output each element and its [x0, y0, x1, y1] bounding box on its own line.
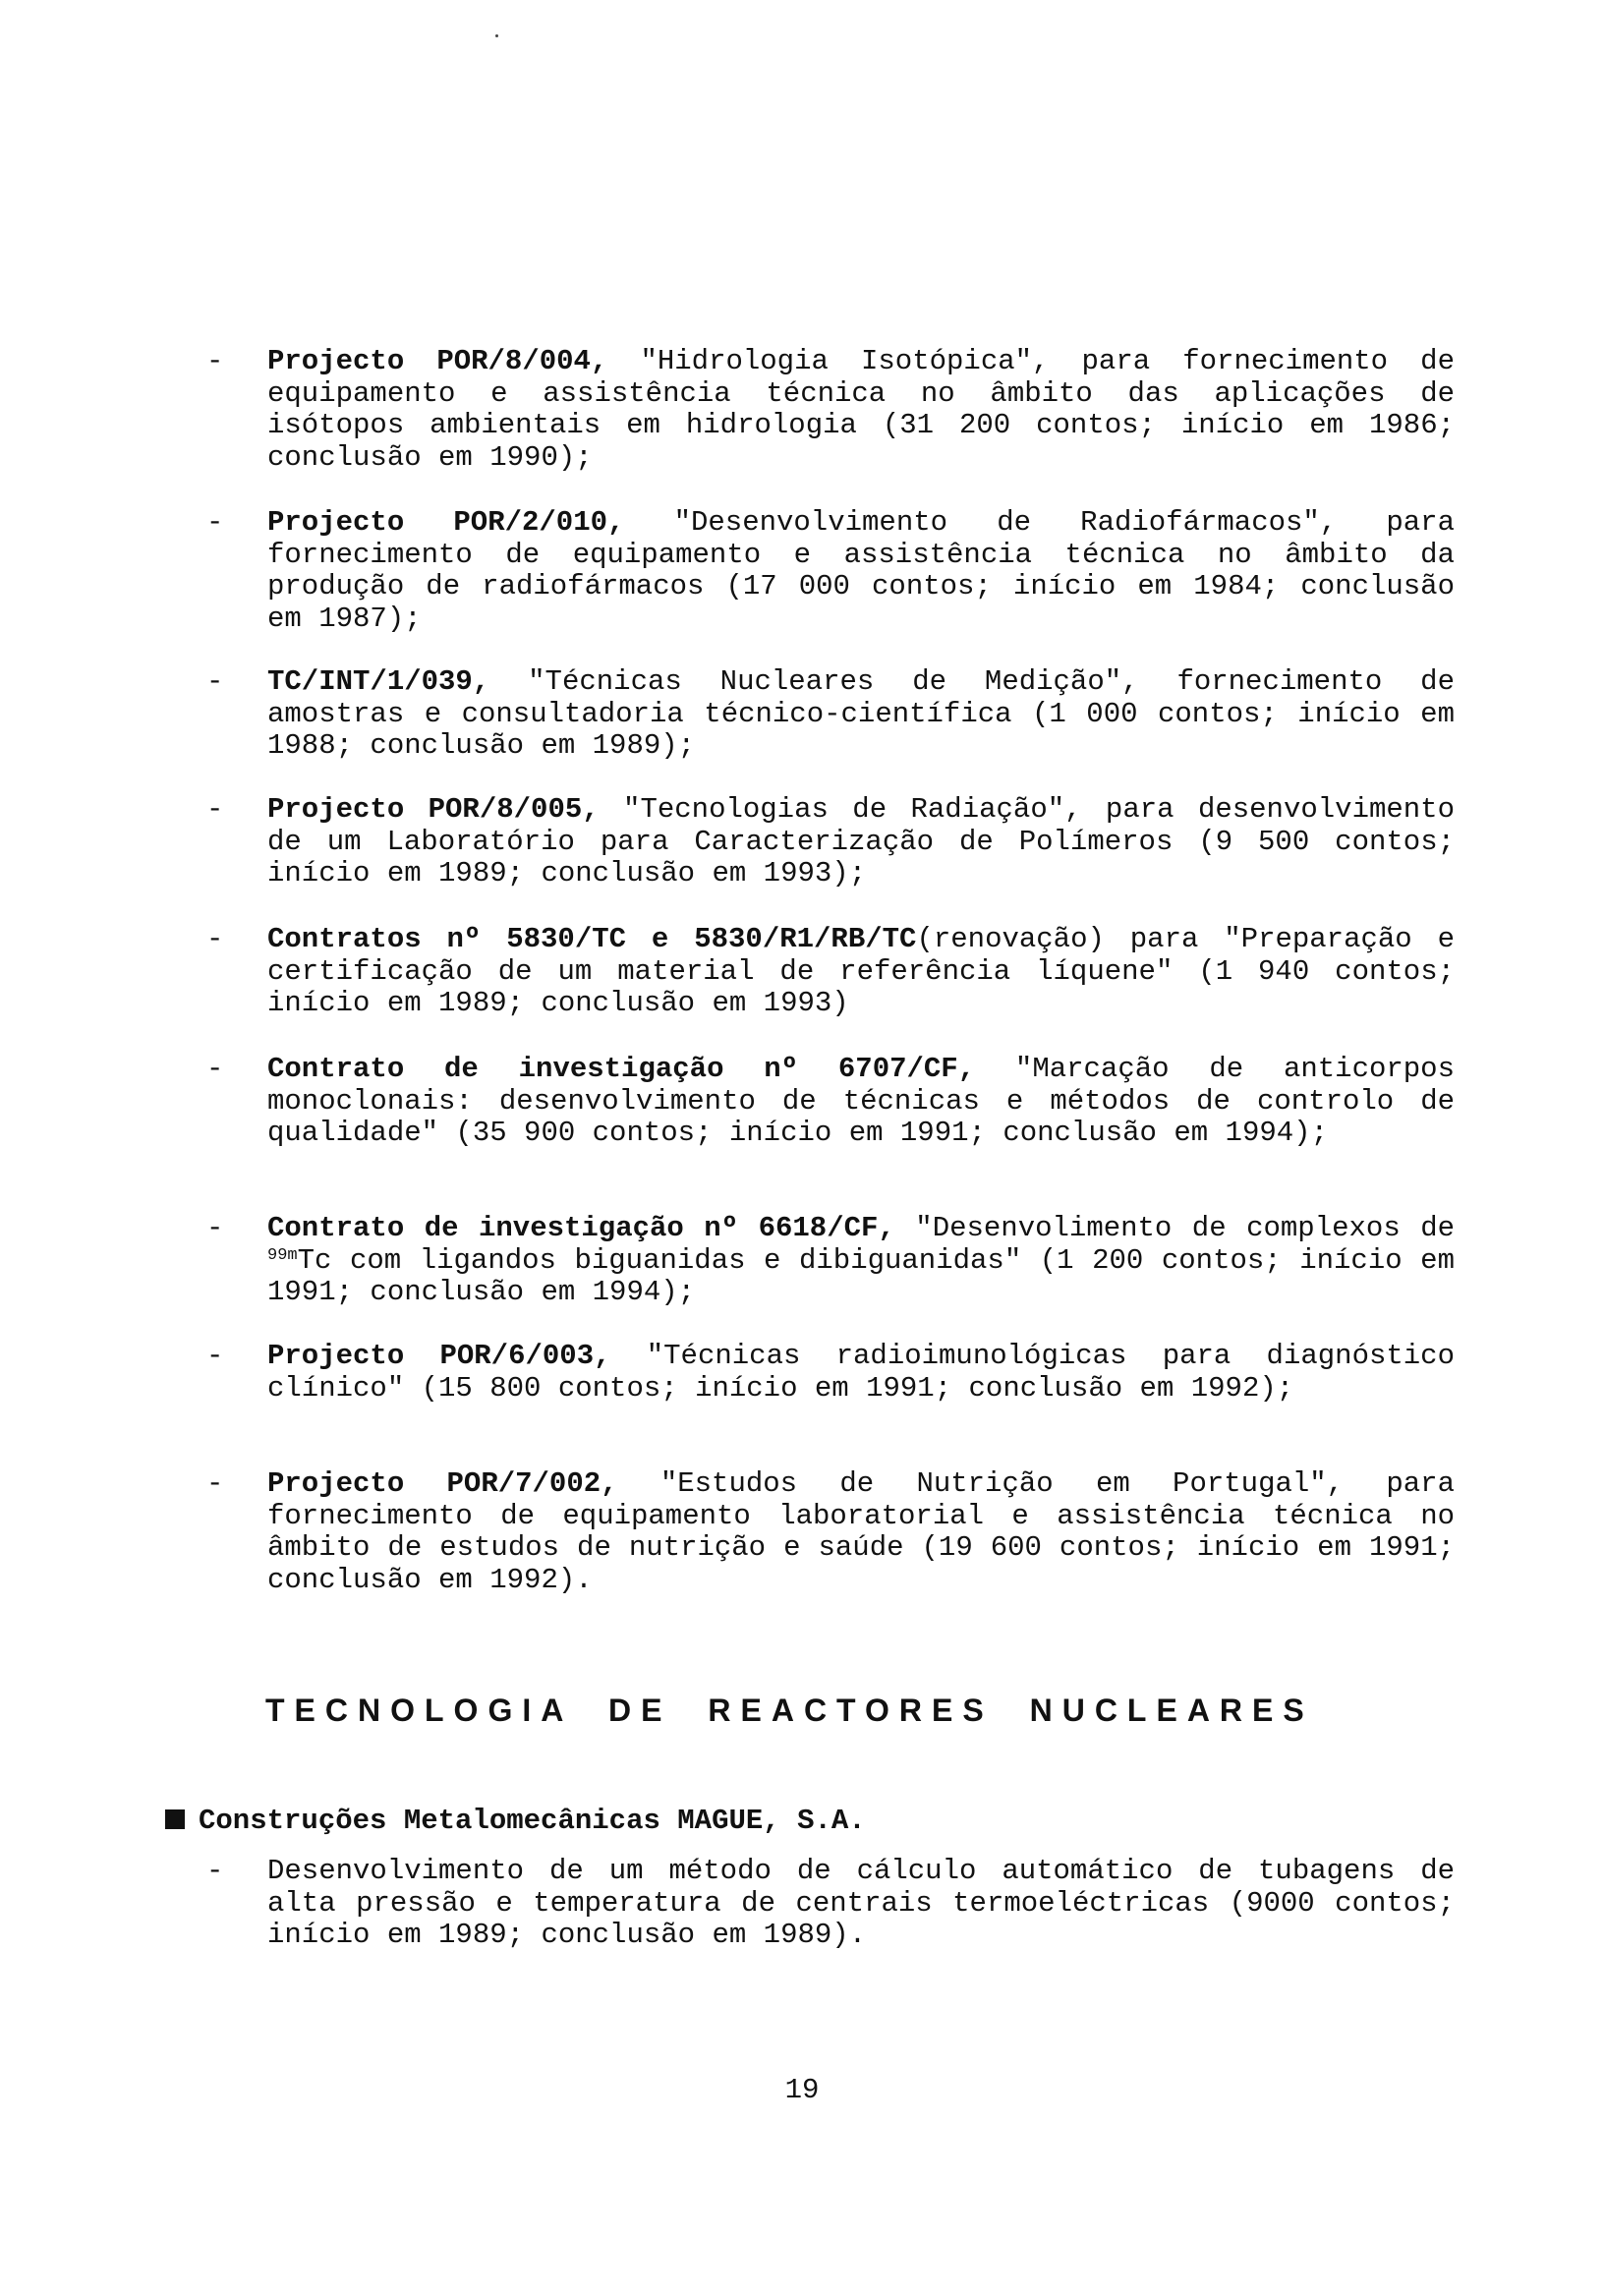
- entry-text: Projecto POR/7/002, "Estudos de Nutrição em Portugal", para fornecimento de equipamento laboratorial e assistência técnica no âmbito de estudos de nutrição e saúde (19 600 contos; início em 1991; conclusão em 1992).: [267, 1467, 1455, 1596]
- entry-text: Contrato de investigação nº 6707/CF, "Marcação de anticorpos monoclonais: desenvolvimento de técnicas e métodos de controlo de qualidade" (35 900 contos; início em 1991; conclusão em 1994);: [267, 1053, 1455, 1149]
- section-heading: TECNOLOGIA DE REACTORES NUCLEARES: [265, 1693, 1314, 1728]
- list-dash: -: [206, 1340, 224, 1372]
- list-dash: -: [206, 1467, 224, 1500]
- list-item: [206, 346, 1455, 474]
- page-number: 19: [784, 2074, 820, 2106]
- entry-text: Projecto POR/2/010, "Desenvolvimento de Radiofármacos", para fornecimento de equipamento e assistência técnica no âmbito da produção de radiofármacos (17 000 contos; início em 1984; conclusão em 1987);: [267, 506, 1455, 635]
- list-dash: -: [206, 1212, 224, 1244]
- list-dash: -: [206, 793, 224, 826]
- entry-text: Projecto POR/8/004, "Hidrologia Isotópica", para fornecimento de equipamento e assistência técnica no âmbito das aplicações de isótopos ambientais em hidrologia (31 200 contos; início em 1986; conclusão em 1990);: [267, 345, 1455, 474]
- entry-text: Projecto POR/6/003, "Técnicas radioimunológicas para diagnóstico clínico" (15 800 contos; início em 1991; conclusão em 1992);: [267, 1340, 1455, 1405]
- list-item: [206, 1856, 1455, 1952]
- list-item: [206, 794, 1455, 890]
- list-item: [206, 1213, 1455, 1309]
- list-item: [206, 1341, 1455, 1405]
- list-item: [206, 1468, 1455, 1596]
- list-dash: -: [206, 1053, 224, 1085]
- list-item: [206, 924, 1455, 1020]
- list-dash: -: [206, 665, 224, 698]
- list-item: [206, 666, 1455, 763]
- scan-speck: [495, 34, 498, 37]
- entry-text: Contrato de investigação nº 6618/CF, "Desenvolimento de complexos de $^{99m}$Tc com ligandos biguanidas e dibiguanidas" (1 200 contos; início em 1991; conclusão em 1994);: [267, 1212, 1455, 1308]
- entry-text: Desenvolvimento de um método de cálculo automático de tubagens de alta pressão e temperatura de centrais termoeléctricas (9000 contos; início em 1989; conclusão em 1989).: [267, 1855, 1455, 1951]
- organization-name: Construções Metalomecânicas MAGUE, S.A.: [199, 1805, 866, 1837]
- list-item: [206, 1054, 1455, 1150]
- list-dash: -: [206, 1855, 224, 1887]
- isotope-superscript: 99m: [267, 1245, 298, 1265]
- list-dash: -: [206, 506, 224, 539]
- list-item: [206, 507, 1455, 635]
- entry-text: TC/INT/1/039, "Técnicas Nucleares de Medição", fornecimento de amostras e consultadoria técnico-científica (1 000 contos; início em 1988; conclusão em 1989);: [267, 665, 1455, 762]
- list-dash: -: [206, 923, 224, 955]
- entry-text: Contratos nº 5830/TC e 5830/R1/RB/TC(renovação) para "Preparação e certificação de um material de referência líquene" (1 940 contos; início em 1989; conclusão em 1993): [267, 923, 1455, 1019]
- entry-text: Projecto POR/8/005, "Tecnologias de Radiação", para desenvolvimento de um Laboratório para Caracterização de Polímeros (9 500 contos; início em 1989; conclusão em 1993);: [267, 793, 1455, 890]
- square-bullet-icon: [165, 1809, 185, 1829]
- organization-heading: [165, 1805, 866, 1837]
- list-dash: -: [206, 345, 224, 377]
